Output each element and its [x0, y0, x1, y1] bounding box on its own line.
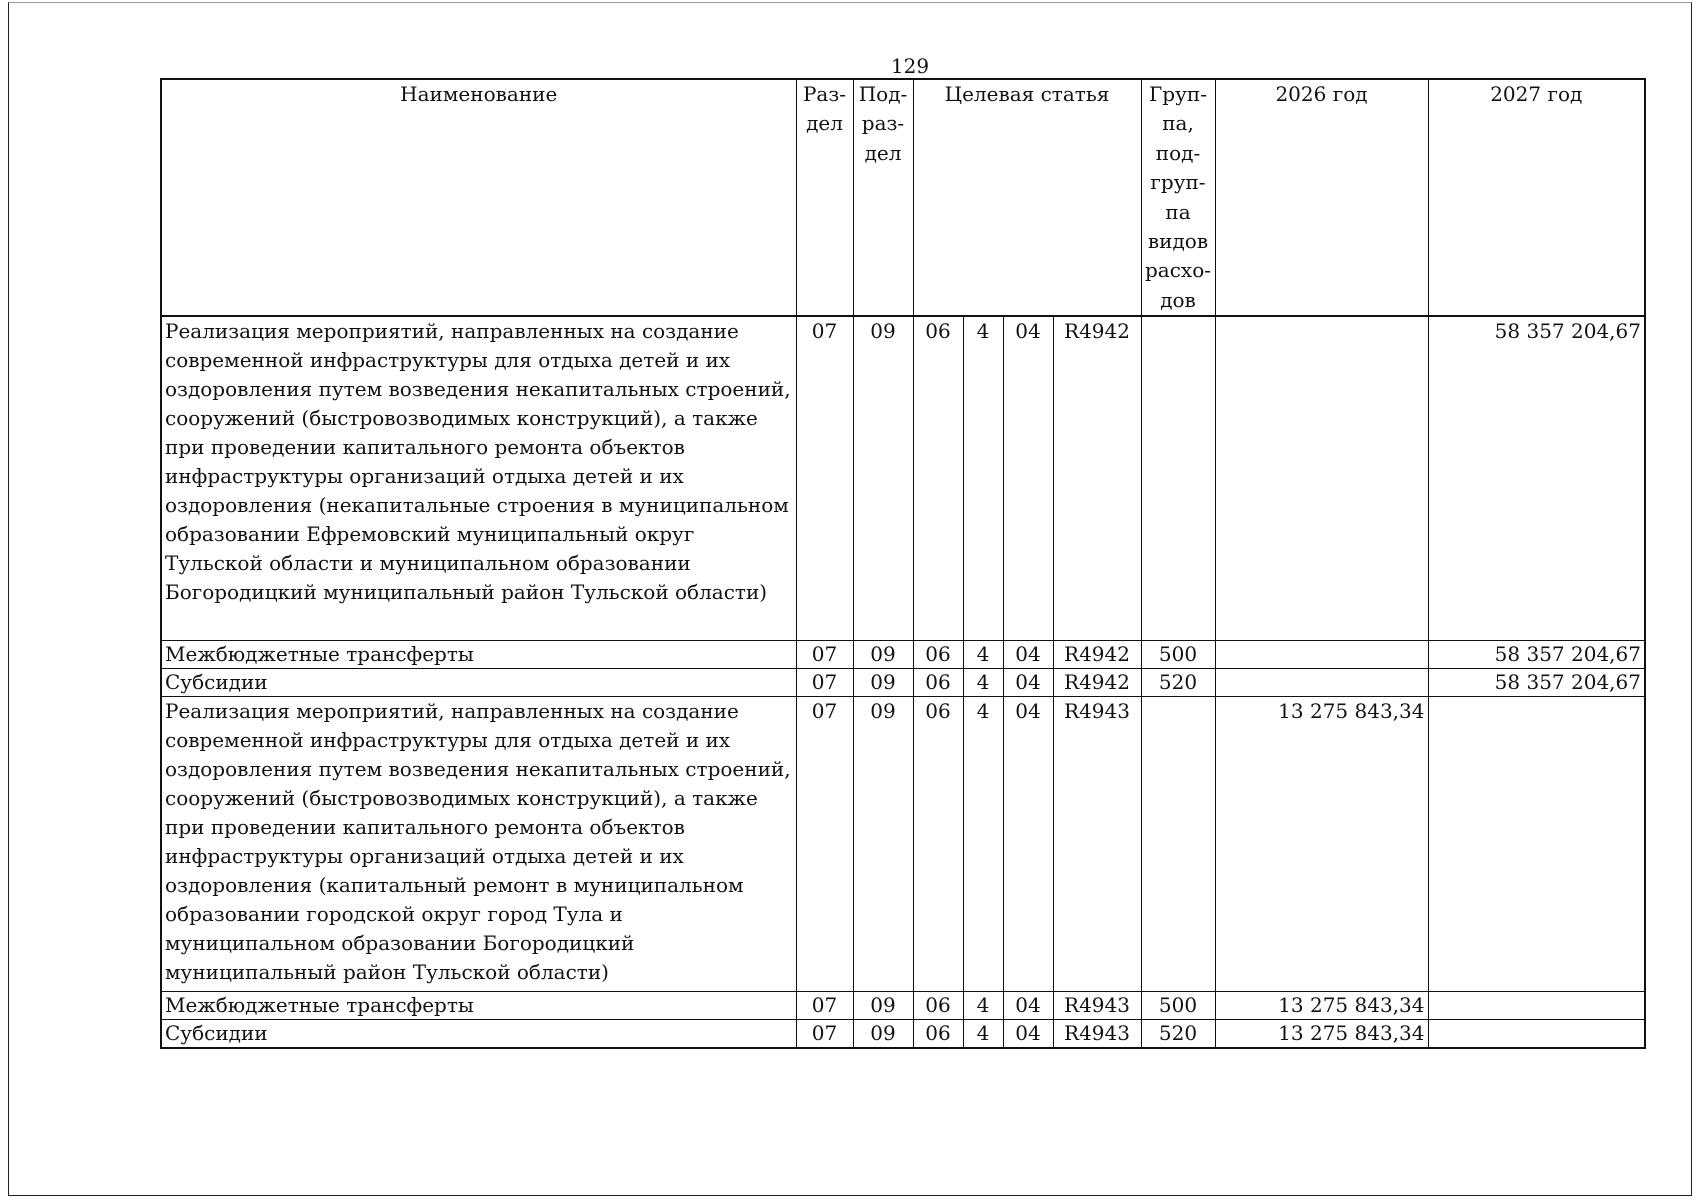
- table-row: [161, 316, 1645, 641]
- cell-2027: 58 357 204,67: [1428, 641, 1645, 669]
- cell-name: Субсидии: [161, 1020, 796, 1049]
- cell-name: Реализация мероприятий, направленных на создание современной инфраструктуры для отдыха детей и их оздоровления путем возведения некапитальных строений, сооружений (быстровозводимых конструкций), а также при проведении капитального ремонта объектов инфраструктуры организаций отдыха детей и их оздоровления (капитальный ремонт в муниципальном образовании городской округ город Тула и муниципальном образовании Богородицкий муниципальный район Тульской области): [161, 697, 796, 992]
- cell-2026: 13 275 843,34: [1215, 697, 1428, 992]
- cell-cs-structure: 04: [1003, 697, 1053, 992]
- cell-cs-type: 4: [963, 992, 1003, 1020]
- cell-razdel: 07: [796, 992, 853, 1020]
- table-row: [161, 992, 1645, 1020]
- cell-cs-program: 06: [913, 697, 963, 992]
- cell-podrazdel: 09: [853, 316, 913, 641]
- cell-name: Межбюджетные трансферты: [161, 641, 796, 669]
- cell-cs-type: 4: [963, 641, 1003, 669]
- table-row: [161, 697, 1645, 992]
- cell-cs-direction: R4942: [1053, 669, 1141, 697]
- cell-gruppa: [1141, 316, 1215, 641]
- cell-gruppa: [1141, 697, 1215, 992]
- header-podrazdel: Под- раз- дел: [853, 79, 913, 316]
- cell-gruppa: 500: [1141, 992, 1215, 1020]
- cell-2026: [1215, 316, 1428, 641]
- cell-cs-structure: 04: [1003, 1020, 1053, 1049]
- cell-cs-type: 4: [963, 1020, 1003, 1049]
- cell-cs-program: 06: [913, 992, 963, 1020]
- cell-cs-type: 4: [963, 316, 1003, 641]
- header-celevaya-statya: Целевая статья: [913, 79, 1141, 316]
- cell-2026: [1215, 641, 1428, 669]
- cell-2027: [1428, 697, 1645, 992]
- table-row: [161, 669, 1645, 697]
- cell-2027: [1428, 1020, 1645, 1049]
- header-razdel: Раз- дел: [796, 79, 853, 316]
- cell-podrazdel: 09: [853, 641, 913, 669]
- cell-2026: 13 275 843,34: [1215, 992, 1428, 1020]
- cell-cs-structure: 04: [1003, 669, 1053, 697]
- cell-podrazdel: 09: [853, 697, 913, 992]
- cell-podrazdel: 09: [853, 669, 913, 697]
- cell-podrazdel: 09: [853, 1020, 913, 1049]
- page-number: 129: [890, 54, 930, 78]
- cell-gruppa: 520: [1141, 1020, 1215, 1049]
- budget-table: [160, 78, 1646, 1049]
- cell-cs-direction: R4942: [1053, 641, 1141, 669]
- table-row: [161, 641, 1645, 669]
- cell-cs-program: 06: [913, 641, 963, 669]
- table-header-row: [161, 79, 1645, 316]
- cell-cs-direction: R4943: [1053, 992, 1141, 1020]
- cell-razdel: 07: [796, 669, 853, 697]
- cell-razdel: 07: [796, 641, 853, 669]
- cell-cs-direction: R4943: [1053, 1020, 1141, 1049]
- cell-cs-direction: R4943: [1053, 697, 1141, 992]
- header-year-2027: 2027 год: [1428, 79, 1645, 316]
- cell-2026: [1215, 669, 1428, 697]
- cell-gruppa: 520: [1141, 669, 1215, 697]
- cell-razdel: 07: [796, 1020, 853, 1049]
- cell-cs-type: 4: [963, 669, 1003, 697]
- header-name: Наименование: [161, 79, 796, 316]
- cell-2027: 58 357 204,67: [1428, 669, 1645, 697]
- cell-name: Реализация мероприятий, направленных на создание современной инфраструктуры для отдыха детей и их оздоровления путем возведения некапитальных строений, сооружений (быстровозводимых конструкций), а также при проведении капитального ремонта объектов инфраструктуры организаций отдыха детей и их оздоровления (некапитальные строения в муниципальном образовании Ефремовский муниципальный округ Тульской области и муниципальном образовании Богородицкий муниципальный район Тульской области): [161, 316, 796, 641]
- cell-cs-program: 06: [913, 1020, 963, 1049]
- cell-2027: 58 357 204,67: [1428, 316, 1645, 641]
- cell-podrazdel: 09: [853, 992, 913, 1020]
- cell-razdel: 07: [796, 316, 853, 641]
- cell-cs-program: 06: [913, 316, 963, 641]
- table-row: [161, 1020, 1645, 1049]
- cell-razdel: 07: [796, 697, 853, 992]
- cell-name: Субсидии: [161, 669, 796, 697]
- cell-2026: 13 275 843,34: [1215, 1020, 1428, 1049]
- cell-cs-program: 06: [913, 669, 963, 697]
- cell-cs-structure: 04: [1003, 992, 1053, 1020]
- cell-cs-structure: 04: [1003, 316, 1053, 641]
- cell-cs-structure: 04: [1003, 641, 1053, 669]
- cell-cs-type: 4: [963, 697, 1003, 992]
- cell-name: Межбюджетные трансферты: [161, 992, 796, 1020]
- header-year-2026: 2026 год: [1215, 79, 1428, 316]
- cell-2027: [1428, 992, 1645, 1020]
- cell-gruppa: 500: [1141, 641, 1215, 669]
- header-gruppa: Груп- па, под- груп- па видов расхо- дов: [1141, 79, 1215, 316]
- cell-cs-direction: R4942: [1053, 316, 1141, 641]
